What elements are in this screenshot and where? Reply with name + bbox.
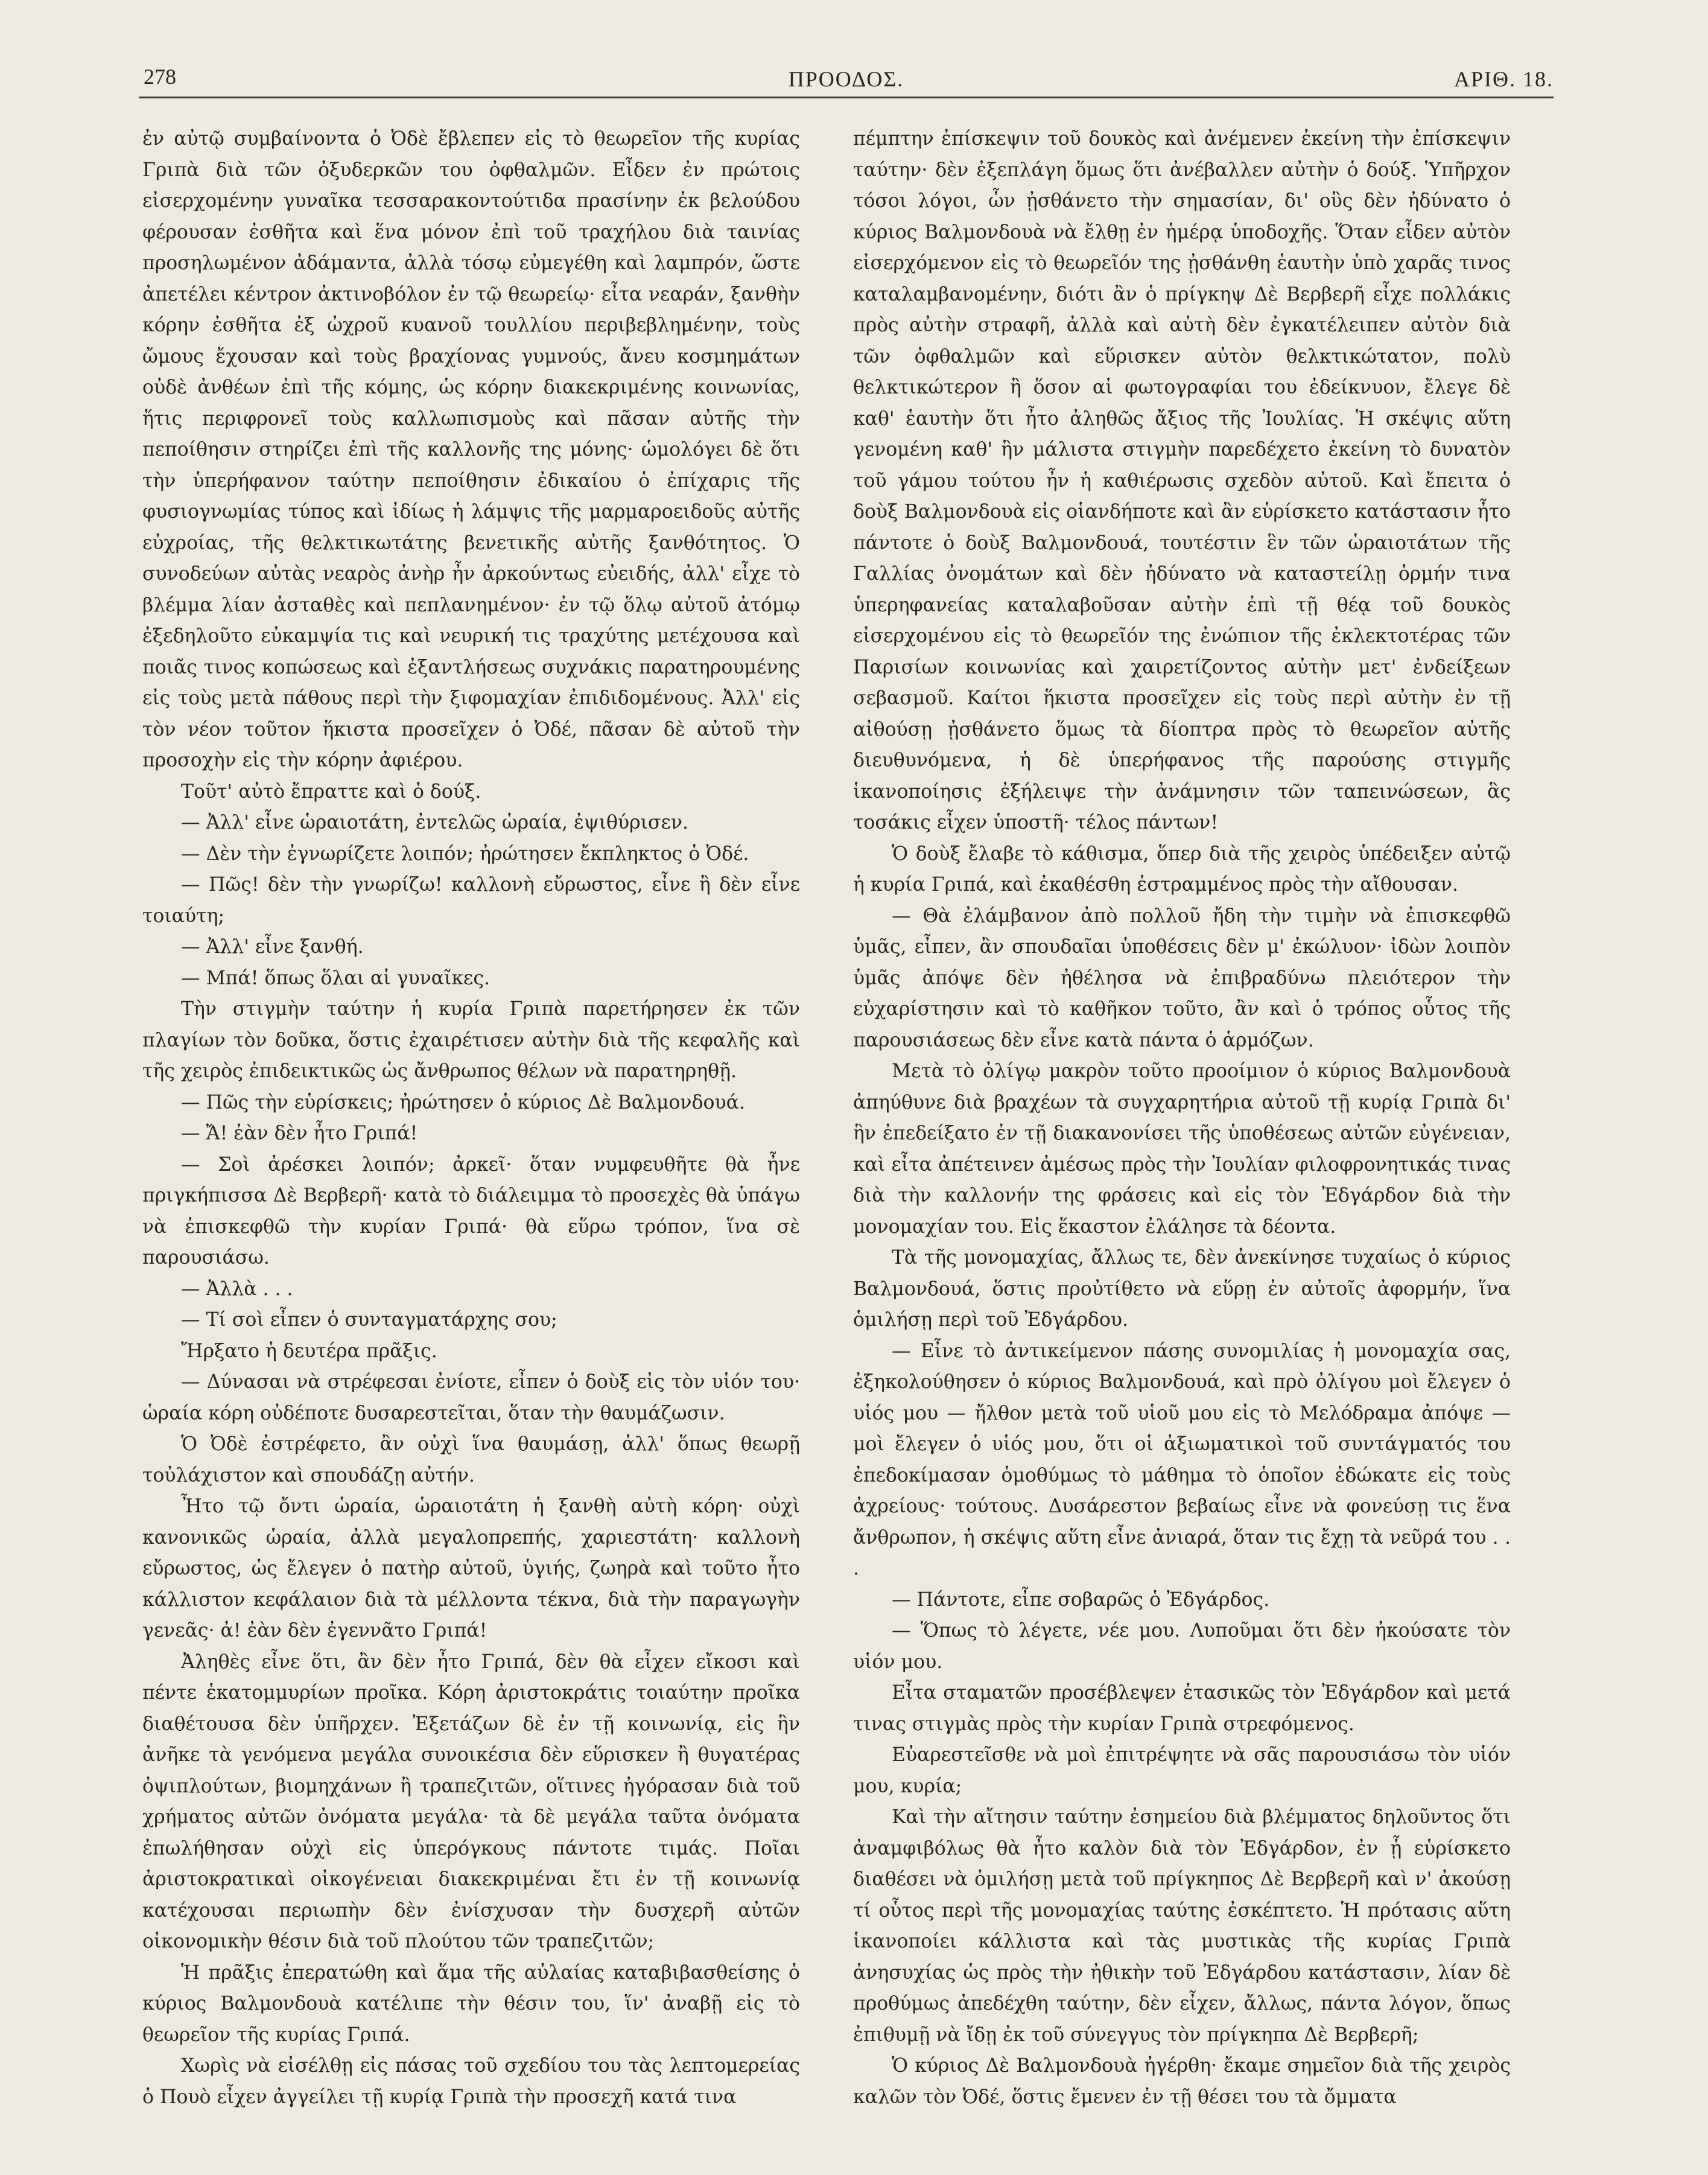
right-column (853, 124, 1511, 2139)
paragraph: — Ἀλλ' εἶνε ξανθή. (181, 936, 364, 958)
paragraph: — Πάντοτε, εἶπε σοβαρῶς ὁ Ἐδγάρδος. (892, 1588, 1270, 1611)
paragraph: Χωρὶς νὰ εἰσέλθῃ εἰς πάσας τοῦ σχεδίου του τὰς λεπτομερείας ὁ Πουὸ εἶχεν ἀγγείλει τῇ κυρίᾳ Γριπὰ τὴν προσεχῆ κατά τινα (142, 2055, 800, 2108)
paragraph: — Δύνασαι νὰ στρέφεσαι ἐνίοτε, εἶπεν ὁ δοὺξ εἰς τὸν υἱόν του· ὡραία κόρη οὐδέποτε δυσαρεστεῖται, ὅταν τὴν θαυμάζωσιν. (142, 1371, 800, 1424)
paragraph: Καὶ τὴν αἴτησιν ταύτην ἐσημείου διὰ βλέμματος δηλοῦντος ὅτι ἀναμφιβόλως θὰ ἦτο καλὸν διὰ τὸν Ἐδγάρδον, ἐν ᾗ εὑρίσκετο διαθέσει νὰ ὁμιλήσῃ μετὰ τοῦ πρίγκηπος Δὲ Βερβερῆ καὶ ν' ἀκούσῃ τί οὗτος περὶ τῆς μονομαχίας ταύτης ἐσκέπτετο. Ἡ πρότασις αὕτη ἱκανοποίει κάλλιστα καὶ τὰς μυστικὰς τῆς κυρίας Γριπὰ ἀνησυχίας ὡς πρὸς τὴν ἠθικὴν τοῦ Ἐδγάρδου κατάστασιν, λίαν δὲ προθύμως ἀπεδέχθη ταύτην, δὲν εἶχεν, ἄλλως, πάντα λόγον, ὅπως ἐπιθυμῇ νὰ ἴδῃ ἐκ τοῦ σύνεγγυς τὸν πρίγκηπα Δὲ Βερβερῆ; (853, 1806, 1511, 2046)
page-header (139, 60, 1554, 98)
paragraph: Ἤρξατο ἡ δευτέρα πρᾶξις. (181, 1340, 437, 1362)
left-column (142, 124, 800, 2139)
paragraph: Τὴν στιγμὴν ταύτην ἡ κυρία Γριπὰ παρετήρησεν ἐκ τῶν πλαγίων τὸν δοῦκα, ὅστις ἐχαιρέτισεν αὐτὴν διὰ τῆς κεφαλῆς καὶ τῆς χειρὸς ἐπιδεικτικῶς ὡς ἄνθρωπος θέλων νὰ παρατηρηθῇ. (142, 998, 800, 1082)
paragraph: Ὁ δοὺξ ἔλαβε τὸ κάθισμα, ὅπερ διὰ τῆς χειρὸς ὑπέδειξεν αὐτῷ ἡ κυρία Γριπά, καὶ ἐκαθέσθη ἐστραμμένος πρὸς τὴν αἴθουσαν. (853, 842, 1511, 896)
paragraph: — Ἀλλὰ . . . (181, 1278, 293, 1300)
paragraph: — Πῶς! δὲν τὴν γνωρίζω! καλλονὴ εὔρωστος, εἶνε ἢ δὲν εἶνε τοιαύτη; (142, 874, 800, 927)
paragraph: — Ἄ! ἐὰν δὲν ἦτο Γριπά! (181, 1123, 418, 1144)
paragraph: — Ἀλλ' εἶνε ὡραιοτάτη, ἐντελῶς ὡραία, ἐψιθύρισεν. (181, 812, 688, 833)
paragraph: πέμπτην ἐπίσκεψιν τοῦ δουκὸς καὶ ἀνέμενεν ἐκείνη τὴν ἐπίσκεψιν ταύτην· δὲν ἐξεπλάγη ὅμως ὅτι ἀνέβαλλεν αὐτὴν ὁ δούξ. Ὑπῆρχον τόσοι λόγοι, ὧν ᾐσθάνετο τὴν σημασίαν, δι' οὓς δὲν ἠδύνατο ὁ κύριος Βαλμονδουὰ νὰ ἔλθῃ ἐν ἡμέρᾳ ὑποδοχῆς. Ὅταν εἶδεν αὐτὸν εἰσερχόμενον εἰς τὸ θεωρεῖόν της ᾐσθάνθη ἑαυτὴν ὑπὸ χαρᾶς τινος καταλαμβανομένην, διότι ἂν ὁ πρίγκηψ Δὲ Βερβερῆ εἶχε πολλάκις πρὸς αὐτὴν στραφῆ, ἀλλὰ καὶ αὐτὴ δὲν ἐγκατέλειπεν αὐτὸν διὰ τῶν ὀφθαλμῶν καὶ εὕρισκεν αὐτὸν θελκτικώτατον, πολὺ θελκτικώτερον ἢ ὅσον αἱ φωτογραφίαι του ἐδείκνυον, ἔλεγε δὲ καθ' ἑαυτὴν ὅτι ἦτο ἀληθῶς ἄξιος τῆς Ἰουλίας. Ἡ σκέψις αὕτη γενομένη καθ' ἣν μάλιστα στιγμὴν παρεδέχετο ἐκείνη τὸ δυνατὸν τοῦ γάμου τούτου ἦν ἡ καθιέρωσις σχεδὸν αὐτοῦ. Καὶ ἔπειτα ὁ δοὺξ Βαλμονδουὰ εἰς οἱανδήποτε καὶ ἂν εὑρίσκετο κατάστασιν ἦτο πάντοτε ὁ δοὺξ Βαλμονδουά, τουτέστιν ἓν τῶν ὡραιοτάτων τῆς Γαλλίας ὀνομάτων καὶ δὲν ἠδύνατο νὰ καταστείλῃ ὁρμήν τινα ὑπερηφανείας καταλαβοῦσαν αὐτὴν ἐπὶ τῇ θέᾳ τοῦ δουκὸς εἰσερχομένου εἰς τὸ θεωρεῖόν της ἐνώπιον τῆς ἐκλεκτοτέρας τῶν Παρισίων κοινωνίας καὶ χαιρετίζοντος αὐτὴν μετ' ἐνδείξεων σεβασμοῦ. Καίτοι ἥκιστα προσεῖχεν εἰς τοὺς περὶ αὐτὴν ἐν τῇ αἰθούσῃ ᾐσθάνετο ὅμως τὰ δίοπτρα πρὸς τὸ θεωρεῖον αὐτῆς διευθυνόμενα, ἡ δὲ ὑπερήφανος τῆς παρούσης στιγμῆς ἱκανοποίησις ἐξήλειψε τὴν ἀνάμνησιν τῶν ταπεινώσεων, ἃς τοσάκις εἶχεν ὑποστῆ· τέλος πάντων! (853, 128, 1511, 833)
paragraph: — Τί σοὶ εἶπεν ὁ συνταγματάρχης σου; (181, 1309, 557, 1331)
paragraph: Τοῦτ' αὐτὸ ἔπραττε καὶ ὁ δούξ. (181, 780, 481, 803)
paragraph: Ἡ πρᾶξις ἐπερατώθη καὶ ἅμα τῆς αὐλαίας καταβιβασθείσης ὁ κύριος Βαλμονδουὰ κατέλιπε τὴν θέσιν του, ἵν' ἀναβῇ εἰς τὸ θεωρεῖον τῆς κυρίας Γριπά. (142, 1961, 800, 2046)
paragraph: — Σοὶ ἀρέσκει λοιπόν; ἀρκεῖ· ὅταν νυμφευθῆτε θὰ ἦνε πριγκήπισσα Δὲ Βερβερῆ· κατὰ τὸ διάλειμμα τὸ προσεχὲς θὰ ὑπάγω νὰ ἐπισκεφθῶ τὴν κυρίαν Γριπά· θὰ εὕρω τρόπον, ἵνα σὲ παρουσιάσω. (142, 1153, 800, 1269)
paragraph: — Εἶνε τὸ ἀντικείμενον πάσης συνομιλίας ἡ μονομαχία σας, ἐξηκολούθησεν ὁ κύριος Βαλμονδουά, καὶ πρὸ ὀλίγου μοὶ ἔλεγεν ὁ υἱός μου — ἤλθον μετὰ τοῦ υἱοῦ μου εἰς τὸ Μελόδραμα ἀπόψε — μοὶ ἔλεγεν ὁ υἱός μου, ὅτι οἱ ἀξιωματικοὶ τοῦ συντάγματός του ἐπεδοκίμασαν ὁμοθύμως τὸ μάθημα τὸ ὁποῖον ἐδώκατε εἰς τοὺς ἀχρείους· τούτους. Δυσάρεστον βεβαίως εἶνε νὰ φονεύσῃ τις ἕνα ἄνθρωπον, ἡ σκέψις αὕτη εἶνε ἀνιαρά, ὅταν τις ἔχῃ τὰ νεῦρά του . . . (853, 1340, 1511, 1579)
paragraph: — Μπά! ὅπως ὅλαι αἱ γυναῖκες. (181, 967, 490, 989)
paragraph: Ἀληθὲς εἶνε ὅτι, ἂν δὲν ἦτο Γριπά, δὲν θὰ εἶχεν εἴκοσι καὶ πέντε ἑκατομμυρίων προῖκα. Κόρη ἀριστοκράτις τοιαύτην προῖκα διαθέτουσα δὲν ὑπῆρχεν. Ἐξετάζων δὲ ἐν τῇ κοινωνίᾳ, εἰς ἣν ἀνῆκε τὰ γενόμενα μεγάλα συνοικέσια δὲν εὕρισκεν ἢ θυγατέρας ὀψιπλούτων, βιομηχάνων ἢ τραπεζιτῶν, οἵτινες ἠγόρασαν διὰ τοῦ χρήματος αὐτῶν ὀνόματα μεγάλα· τὰ δὲ μεγάλα ταῦτα ὀνόματα ἐπωλήθησαν οὐχὶ εἰς ὑπερόγκους πάντοτε τιμάς. Ποῖαι ἀριστοκρατικαὶ οἰκογένειαι διακεκριμέναι ἔτι ἐν τῇ κοινωνίᾳ κατέχουσαι περιωπὴν δὲν ἐνίσχυσαν τὴν δυσχερῆ αὐτῶν οἰκονομικὴν θέσιν διὰ τοῦ πλούτου τῶν τραπεζιτῶν; (142, 1651, 800, 1952)
paragraph: Ἦτο τῷ ὄντι ὡραία, ὡραιοτάτη ἡ ξανθὴ αὐτὴ κόρη· οὐχὶ κανονικῶς ὡραία, ἀλλὰ μεγαλοπρεπής, χαριεστάτη· καλλονὴ εὔρωστος, ὡς ἔλεγεν ὁ πατὴρ αὐτοῦ, ὑγιής, ζωηρὰ καὶ τοῦτο ἦτο κάλλιστον κεφάλαιον διὰ τὰ μέλλοντα τέκνα, διὰ τὴν παραγωγὴν γενεᾶς· ἀ! ἐὰν δὲν ἐγεννᾶτο Γριπά! (142, 1495, 800, 1642)
paragraph: Ὁ Ὀδὲ ἐστρέφετο, ἂν οὐχὶ ἵνα θαυμάσῃ, ἀλλ' ὅπως θεωρῇ τοὐλάχιστον καὶ σπουδάζῃ αὐτήν. (142, 1433, 800, 1486)
paragraph: Μετὰ τὸ ὀλίγῳ μακρὸν τοῦτο προοίμιον ὁ κύριος Βαλμονδουὰ ἀπηύθυνε διὰ βραχέων τὰ συγχαρητήρια αὐτοῦ τῇ κυρίᾳ Γριπὰ δι' ἣν ἐπεδείξατο ἐν τῇ διακανονίσει τῆς ὑποθέσεως αὐτῶν εὐγένειαν, καὶ εἶτα ἀπέτεινεν ἀμέσως πρὸς τὴν Ἰουλίαν φιλοφρονητικάς τινας διὰ τὴν καλλονήν της φράσεις καὶ εἰς τὸν Ἐδγάρδον διὰ τὴν μονομαχίαν του. Εἰς ἕκαστον ἐλάλησε τὰ δέοντα. (853, 1060, 1511, 1238)
issue-number: ΑΡΙΘ. 18. (1453, 67, 1554, 91)
paragraph: — Πῶς τὴν εὑρίσκεις; ἠρώτησεν ὁ κύριος Δὲ Βαλμονδουά. (181, 1091, 745, 1113)
paragraph: Ὁ κύριος Δὲ Βαλμονδουὰ ἠγέρθη· ἔκαμε σημεῖον διὰ τῆς χειρὸς καλῶν τὸν Ὀδέ, ὅστις ἔμενεν ἐν τῇ θέσει του τὰ ὄμματα (853, 2055, 1511, 2108)
paragraph: — Δὲν τὴν ἐγνωρίζετε λοιπόν; ἠρώτησεν ἔκπληκτος ὁ Ὀδέ. (181, 842, 749, 865)
paragraph: — Θὰ ἐλάμβανον ἀπὸ πολλοῦ ἤδη τὴν τιμὴν νὰ ἐπισκεφθῶ ὑμᾶς, εἶπεν, ἂν σπουδαῖαι ὑποθέσεις δὲν μ' ἐκώλυον· ἰδὼν λοιπὸν ὑμᾶς ἀπόψε δὲν ἠθέλησα νὰ ἐπιβραδύνω πλειότερον τὴν εὐχαρίστησιν καὶ τὸ καθῆκον τοῦτο, ἂν καὶ ὁ τρόπος οὗτος τῆς παρουσιάσεως δὲν εἶνε κατὰ πάντα ὁ ἁρμόζων. (853, 905, 1511, 1051)
paragraph: Τὰ τῆς μονομαχίας, ἄλλως τε, δὲν ἀνεκίνησε τυχαίως ὁ κύριος Βαλμονδουά, ὅστις προὐτίθετο νὰ εὕρῃ ἐν αὐτοῖς ἀφορμήν, ἵνα ὁμιλήσῃ περὶ τοῦ Ἐδγάρδου. (853, 1247, 1511, 1331)
page-number: 278 (144, 65, 176, 89)
paragraph: Εἶτα σταματῶν προσέβλεψεν ἐτασικῶς τὸν Ἐδγάρδον καὶ μετά τινας στιγμὰς πρὸς τὴν κυρίαν Γριπὰ στρεφόμενος. (853, 1682, 1511, 1735)
journal-title: ΠΡΟΟΔΟΣ. (788, 67, 904, 91)
paragraph: Εὐαρεστεῖσθε νὰ μοὶ ἐπιτρέψητε νὰ σᾶς παρουσιάσω τὸν υἱόν μου, κυρία; (853, 1744, 1511, 1797)
paragraph: — Ὅπως τὸ λέγετε, νέε μου. Λυποῦμαι ὅτι δὲν ἠκούσατε τὸν υἱόν μου. (853, 1620, 1511, 1673)
paragraph: ἐν αὐτῷ συμβαίνοντα ὁ Ὀδὲ ἔβλεπεν εἰς τὸ θεωρεῖον τῆς κυρίας Γριπὰ διὰ τῶν ὀξυδερκῶν του ὀφθαλμῶν. Εἶδεν ἐν πρώτοις εἰσερχομένην γυναῖκα τεσσαρακοντούτιδα πρασίνην ἐκ βελούδου φέρουσαν ἐσθῆτα καὶ ἕνα μόνον ἐπὶ τοῦ τραχήλου διὰ ταινίας προσηλωμένον ἀδάμαντα, ἀλλὰ τόσῳ εὐμεγέθη καὶ λαμπρόν, ὥστε ἀπετέλει κέντρον ἀκτινοβόλον ἐν τῷ θεωρείῳ· εἶτα νεαράν, ξανθὴν κόρην ἐσθῆτα ἐξ ὠχροῦ κυανοῦ τουλλίου περιβεβλημένην, τοὺς ὤμους ἔχουσαν καὶ τοὺς βραχίονας γυμνούς, ἄνευ κοσμημάτων οὐδὲ ἀνθέων ἐπὶ τῆς κόμης, ὡς κόρην διακεκριμένης κοινωνίας, ἥτις περιφρονεῖ τοὺς καλλωπισμοὺς καὶ πᾶσαν αὐτῆς τὴν πεποίθησιν στηρίζει ἐπὶ τῆς καλλονῆς της μόνης· ὡμολόγει δὲ ὅτι τὴν ὑπερήφανον ταύτην πεποίθησιν ἐδικαίου ὁ ἐπίχαρις τῆς φυσιογνωμίας τύπος καὶ ἰδίως ἡ λάμψις τῆς μαρμαροειδοῦς αὐτῆς εὐχροίας, τῆς θελκτικωτάτης βενετικῆς αὐτῆς ξανθότητος. Ὁ συνοδεύων αὐτὰς νεαρὸς ἀνὴρ ἦν ἀρκούντως εὐειδής, ἀλλ' εἶχε τὸ βλέμμα λίαν ἀσταθὲς καὶ πεπλανημένον· ἐν τῷ ὅλῳ αὐτοῦ ἀτόμῳ ἐξεδηλοῦτο εὐκαμψία τις καὶ νευρική τις τραχύτης μετέχουσα καὶ ποιᾶς τινος κοπώσεως καὶ ἐξαντλήσεως συχνάκις παρατηρουμένης εἰς τοὺς μετὰ πάθους περὶ τὴν ξιφομαχίαν ἐπιδιδομένους. Ἀλλ' εἰς τὸν νέον τοῦτον ἥκιστα προσεῖχεν ὁ Ὀδέ, πᾶσαν δὲ αὐτοῦ τὴν προσοχὴν εἰς τὴν κόρην ἀφιέρου. (142, 128, 800, 771)
